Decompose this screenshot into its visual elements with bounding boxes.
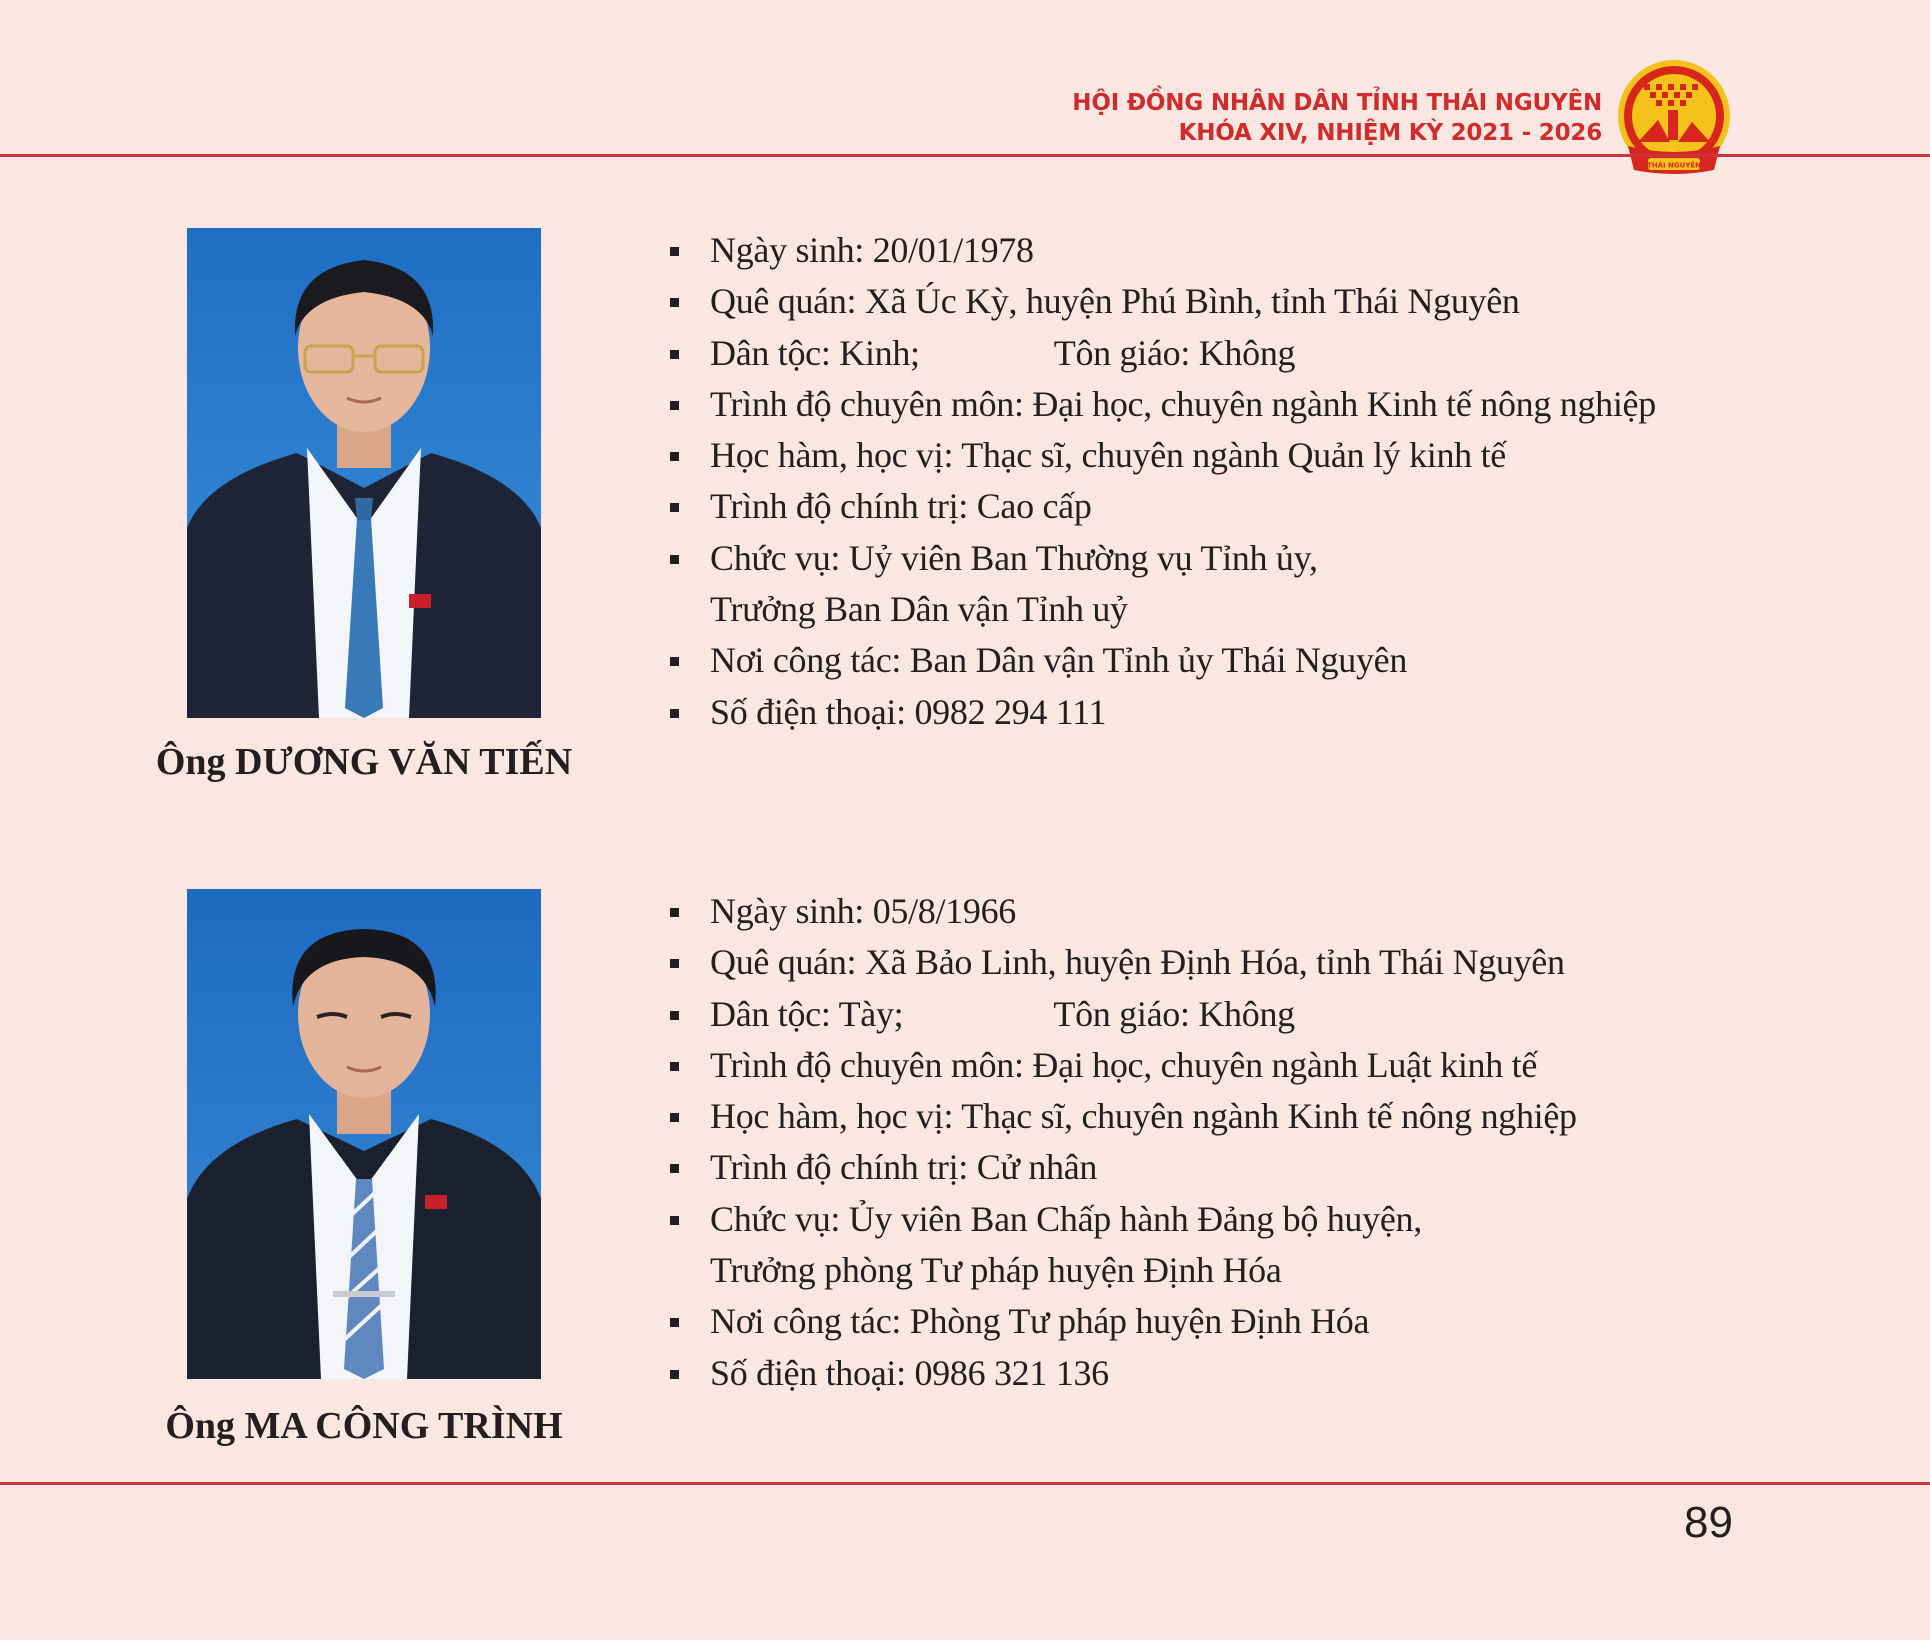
bullet-icon	[670, 503, 679, 512]
bullet-icon	[670, 350, 679, 359]
page-number: 89	[1684, 1498, 1733, 1547]
info-hometown: Quê quán: Xã Bảo Linh, huyện Định Hóa, tỉnh Thái Nguyên	[665, 937, 1577, 988]
bullet-icon	[670, 709, 679, 718]
bullet-icon	[670, 1164, 679, 1173]
info-politics: Trình độ chính trị: Cử nhân	[665, 1142, 1577, 1193]
info-education: Trình độ chuyên môn: Đại học, chuyên ngành Kinh tế nông nghiệp	[665, 379, 1656, 430]
person-name: Ông DƯƠNG VĂN TIẾN	[155, 741, 573, 783]
info-workplace: Nơi công tác: Ban Dân vận Tỉnh ủy Thái Nguyên	[665, 635, 1656, 686]
info-workplace: Nơi công tác: Phòng Tư pháp huyện Định Hóa	[665, 1296, 1577, 1347]
bullet-icon	[670, 298, 679, 307]
info-ethnicity-religion: Dân tộc: Tày; Tôn giáo: Không	[665, 989, 1577, 1040]
portrait-photo-ma-cong-trinh	[187, 889, 541, 1379]
header-term: KHÓA XIV, NHIỆM KỲ 2021 - 2026	[1178, 120, 1602, 146]
bullet-icon	[670, 555, 679, 564]
info-education: Trình độ chuyên môn: Đại học, chuyên ngành Luật kinh tế	[665, 1040, 1577, 1091]
bullet-icon	[670, 1113, 679, 1122]
header-title	[1072, 88, 1602, 148]
info-hometown: Quê quán: Xã Úc Kỳ, huyện Phú Bình, tỉnh Thái Nguyên	[665, 276, 1656, 327]
portrait-photo-duong-van-tien	[187, 228, 541, 718]
info-degree: Học hàm, học vị: Thạc sĩ, chuyên ngành Quản lý kinh tế	[665, 430, 1656, 481]
footer-divider	[0, 1482, 1930, 1485]
info-phone: Số điện thoại: 0982 294 111	[665, 687, 1656, 738]
bullet-icon	[670, 908, 679, 917]
emblem-logo	[1614, 58, 1734, 182]
bullet-icon	[670, 959, 679, 968]
bullet-icon	[670, 401, 679, 410]
bullet-icon	[670, 1011, 679, 1020]
bullet-icon	[670, 452, 679, 461]
bullet-icon	[670, 1370, 679, 1379]
bullet-icon	[670, 1216, 679, 1225]
info-politics: Trình độ chính trị: Cao cấp	[665, 481, 1656, 532]
bullet-icon	[670, 247, 679, 256]
info-position: Chức vụ: Uỷ viên Ban Thường vụ Tỉnh ủy, Trưởng Ban Dân vận Tỉnh uỷ	[665, 533, 1656, 636]
person-name: Ông MA CÔNG TRÌNH	[165, 1405, 563, 1447]
emblem-text: THÁI NGUYÊN	[1646, 161, 1702, 170]
info-phone: Số điện thoại: 0986 321 136	[665, 1348, 1577, 1399]
info-birth: Ngày sinh: 05/8/1966	[665, 886, 1577, 937]
bullet-icon	[670, 1318, 679, 1327]
info-birth: Ngày sinh: 20/01/1978	[665, 225, 1656, 276]
header-divider	[0, 154, 1930, 157]
bullet-icon	[670, 657, 679, 666]
person-info-list	[665, 886, 1577, 1399]
info-ethnicity-religion: Dân tộc: Kinh; Tôn giáo: Không	[665, 328, 1656, 379]
info-degree: Học hàm, học vị: Thạc sĩ, chuyên ngành Kinh tế nông nghiệp	[665, 1091, 1577, 1142]
bullet-icon	[670, 1062, 679, 1071]
person-info-list	[665, 225, 1656, 738]
info-position: Chức vụ: Ủy viên Ban Chấp hành Đảng bộ huyện, Trưởng phòng Tư pháp huyện Định Hóa	[665, 1194, 1577, 1297]
header-council-name: HỘI ĐỒNG NHÂN DÂN TỈNH THÁI NGUYÊN	[1072, 90, 1602, 116]
